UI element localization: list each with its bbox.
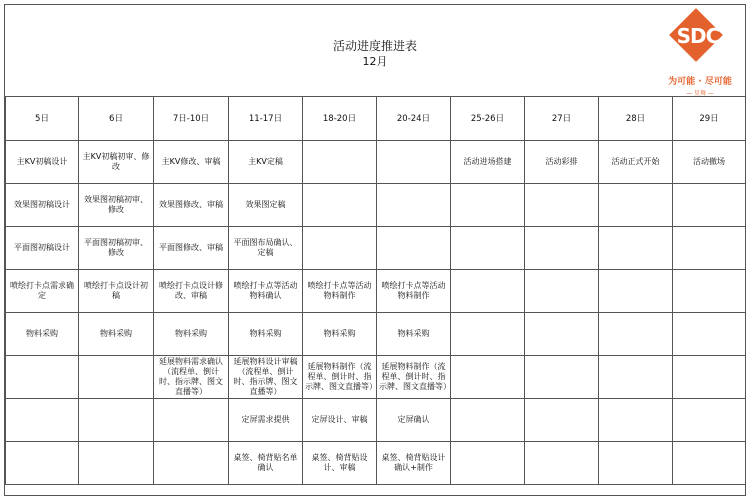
table-cell: 物料采购 xyxy=(229,313,303,356)
table-row xyxy=(6,184,746,227)
table-cell xyxy=(303,141,377,184)
table-cell xyxy=(451,270,525,313)
table-cell: 喷绘打卡点等活动物料制作 xyxy=(377,270,451,313)
table-cell: 物料采购 xyxy=(377,313,451,356)
table-cell: 效果图定稿 xyxy=(229,184,303,227)
table-cell: 桌签、椅背贴名单确认 xyxy=(229,442,303,485)
table-cell: 延展物料制作（流程单、倒计时、指示牌、图文直播等） xyxy=(377,356,451,399)
table-cell xyxy=(451,313,525,356)
sheet-month: 12月 xyxy=(362,55,388,68)
table-cell: 延展物料制作（流程单、倒计时、指示牌、图文直播等） xyxy=(303,356,377,399)
table-cell: 主KV定稿 xyxy=(229,141,303,184)
table-cell: 平面图修改、审稿 xyxy=(154,227,229,270)
table-cell: 物料采购 xyxy=(79,313,154,356)
table-cell: 主KV初稿初审、修改 xyxy=(79,141,154,184)
table-cell: 延展物料设计审稿（流程单、倒计时、指示牌、图文直播等） xyxy=(229,356,303,399)
logo-text: SDC xyxy=(676,24,720,48)
title-area xyxy=(5,5,745,97)
table-cell xyxy=(599,356,673,399)
schedule-sheet xyxy=(4,4,746,496)
table-row xyxy=(6,399,746,442)
table-cell xyxy=(599,313,673,356)
table-cell xyxy=(525,356,599,399)
table-row xyxy=(6,356,746,399)
table-cell xyxy=(79,399,154,442)
table-cell xyxy=(154,399,229,442)
column-header: 25-26日 xyxy=(451,97,525,141)
sdc-logo xyxy=(657,8,743,97)
table-cell: 平面图布局确认、定稿 xyxy=(229,227,303,270)
table-cell: 桌签、椅背贴设计确认+制作 xyxy=(377,442,451,485)
table-row xyxy=(6,270,746,313)
table-cell xyxy=(599,399,673,442)
table-cell xyxy=(303,227,377,270)
table-cell xyxy=(377,141,451,184)
table-cell: 效果图初稿设计 xyxy=(6,184,79,227)
column-header: 7日-10日 xyxy=(154,97,229,141)
table-cell xyxy=(673,184,746,227)
table-cell: 喷绘打卡点等活动物料确认 xyxy=(229,270,303,313)
table-row xyxy=(6,442,746,485)
table-cell xyxy=(6,356,79,399)
table-row xyxy=(6,313,746,356)
table-cell: 定屏确认 xyxy=(377,399,451,442)
table-cell xyxy=(673,399,746,442)
table-cell: 主KV修改、审稿 xyxy=(154,141,229,184)
column-header: 20-24日 xyxy=(377,97,451,141)
table-cell xyxy=(525,184,599,227)
table-cell xyxy=(599,270,673,313)
table-cell: 主KV初稿设计 xyxy=(6,141,79,184)
table-cell: 喷绘打卡点等活动物料制作 xyxy=(303,270,377,313)
table-cell: 喷绘打卡点需求确定 xyxy=(6,270,79,313)
table-cell xyxy=(525,399,599,442)
column-header: 28日 xyxy=(599,97,673,141)
column-header: 6日 xyxy=(79,97,154,141)
table-cell xyxy=(6,399,79,442)
table-cell: 效果图修改、审稿 xyxy=(154,184,229,227)
table-cell xyxy=(377,184,451,227)
table-cell: 活动彩排 xyxy=(525,141,599,184)
table-cell: 效果图初稿初审、修改 xyxy=(79,184,154,227)
table-cell xyxy=(599,184,673,227)
table-cell: 定屏需求提供 xyxy=(229,399,303,442)
table-cell xyxy=(451,184,525,227)
table-row xyxy=(6,227,746,270)
table-cell: 喷绘打卡点设计修改、审稿 xyxy=(154,270,229,313)
table-cell xyxy=(673,313,746,356)
table-cell xyxy=(673,270,746,313)
column-header: 11-17日 xyxy=(229,97,303,141)
table-cell: 定屏设计、审稿 xyxy=(303,399,377,442)
sheet-title: 活动进度推进表 xyxy=(332,39,417,53)
table-cell: 平面图初稿初审、修改 xyxy=(79,227,154,270)
table-cell xyxy=(599,442,673,485)
table-cell xyxy=(525,313,599,356)
table-cell xyxy=(303,184,377,227)
table-cell: 喷绘打卡点设计初稿 xyxy=(79,270,154,313)
table-cell: 物料采购 xyxy=(303,313,377,356)
table-cell xyxy=(673,442,746,485)
table-cell: 延展物料需求确认（流程单、倒计时、指示牌、图文直播等） xyxy=(154,356,229,399)
table-cell: 物料采购 xyxy=(154,313,229,356)
table-cell xyxy=(673,227,746,270)
table-row xyxy=(6,141,746,184)
table-cell xyxy=(377,227,451,270)
column-header: 5日 xyxy=(6,97,79,141)
table-cell: 活动正式开始 xyxy=(599,141,673,184)
table-cell xyxy=(451,227,525,270)
table-cell xyxy=(525,227,599,270)
logo-sub: — 星舞 — xyxy=(686,90,714,97)
table-cell xyxy=(154,442,229,485)
table-cell xyxy=(525,442,599,485)
table-cell xyxy=(6,442,79,485)
table-cell xyxy=(525,270,599,313)
header-row xyxy=(6,97,746,141)
table-cell xyxy=(79,356,154,399)
column-header: 18-20日 xyxy=(303,97,377,141)
table-cell: 物料采购 xyxy=(6,313,79,356)
logo-slogan: 为可能 · 尽可能 xyxy=(668,77,732,87)
column-header: 29日 xyxy=(673,97,746,141)
column-header: 27日 xyxy=(525,97,599,141)
table-cell: 平面图初稿设计 xyxy=(6,227,79,270)
table-cell: 活动撤场 xyxy=(673,141,746,184)
table-cell xyxy=(79,442,154,485)
table-cell xyxy=(599,227,673,270)
table-cell: 活动进场搭建 xyxy=(451,141,525,184)
table-cell xyxy=(451,442,525,485)
schedule-table xyxy=(5,96,746,485)
table-cell xyxy=(451,356,525,399)
table-cell: 桌签、椅背贴设计、审稿 xyxy=(303,442,377,485)
table-cell xyxy=(673,356,746,399)
table-cell xyxy=(451,399,525,442)
